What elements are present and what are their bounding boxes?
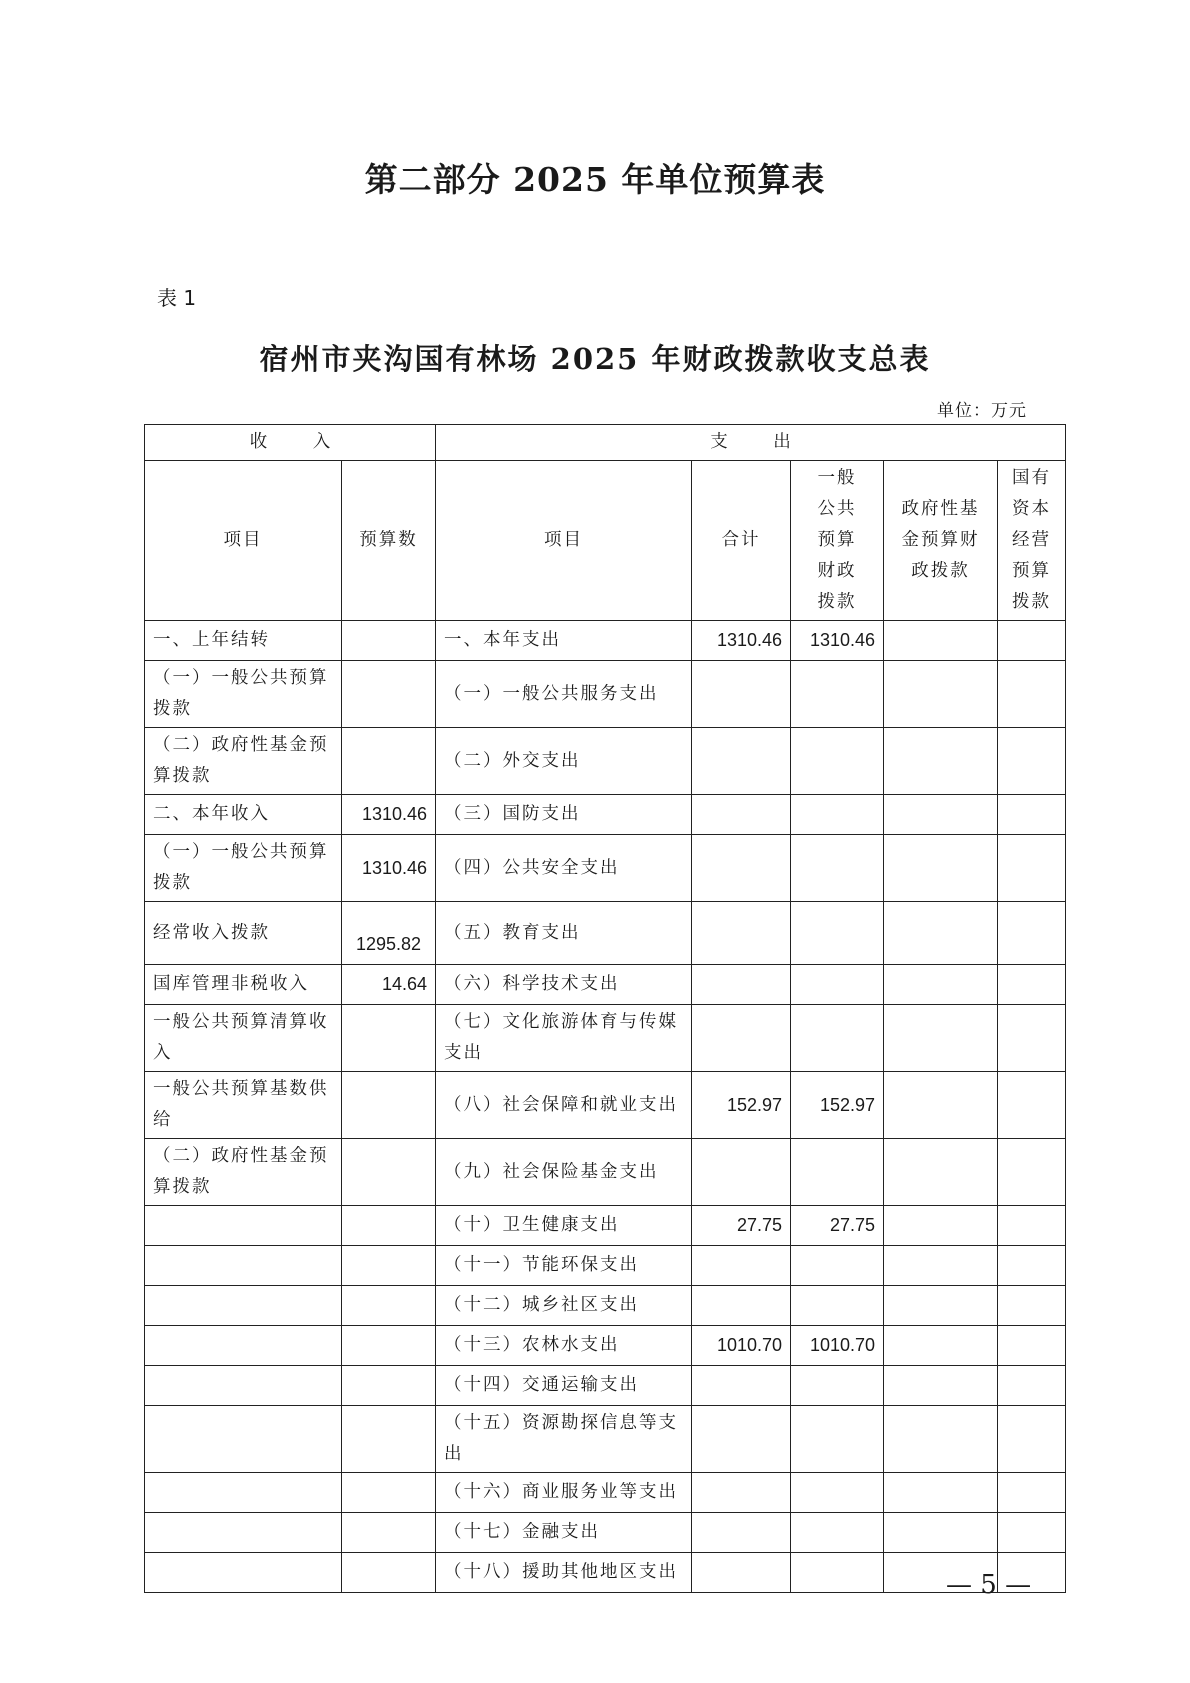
- table-title: 宿州市夹沟国有林场 2025 年财政拨款收支总表: [259, 342, 931, 376]
- table-row: [145, 621, 1066, 661]
- expense-item-cell: （六）科学技术支出: [436, 965, 692, 1005]
- income-item-cell: [145, 1473, 342, 1513]
- expense-general-cell: 27.75: [791, 1206, 884, 1246]
- expense-general-cell: [791, 1473, 884, 1513]
- table-row: [145, 1406, 1066, 1473]
- table-row: [145, 1246, 1066, 1286]
- expense-total-cell: [692, 661, 791, 728]
- expense-item-cell: （十六）商业服务业等支出: [436, 1473, 692, 1513]
- expense-state-capital-cell: [998, 1406, 1066, 1473]
- expense-state-capital-cell: [998, 1513, 1066, 1553]
- expense-total-cell: [692, 1473, 791, 1513]
- income-budget-cell: [342, 1406, 436, 1473]
- expense-item-cell: （三）国防支出: [436, 795, 692, 835]
- unit-label: 单位：万元: [937, 401, 1027, 421]
- table-row: [145, 1286, 1066, 1326]
- expense-item-cell: （十八）援助其他地区支出: [436, 1553, 692, 1593]
- table-row: [145, 1326, 1066, 1366]
- expense-total-cell: [692, 965, 791, 1005]
- expense-item-cell: （四）公共安全支出: [436, 835, 692, 902]
- income-budget-cell: [342, 1206, 436, 1246]
- income-budget-cell: [342, 1326, 436, 1366]
- expense-gov-fund-cell: [884, 902, 998, 965]
- table-row: [145, 661, 1066, 728]
- expense-general-cell: [791, 902, 884, 965]
- expense-general-cell: [791, 1366, 884, 1406]
- income-budget-cell: 1295.82: [342, 902, 436, 965]
- expense-item-cell: （十五）资源勘探信息等支出: [436, 1406, 692, 1473]
- expense-total-cell: [692, 902, 791, 965]
- table-row: [145, 835, 1066, 902]
- expense-item-cell: （七）文化旅游体育与传媒支出: [436, 1005, 692, 1072]
- table-row: [145, 1553, 1066, 1593]
- expense-general-cell: 1310.46: [791, 621, 884, 661]
- expense-general-cell: [791, 1513, 884, 1553]
- expense-state-capital-cell: [998, 1286, 1066, 1326]
- expense-general-cell: [791, 661, 884, 728]
- expense-state-capital-cell: [998, 835, 1066, 902]
- table-row: [145, 1139, 1066, 1206]
- income-item-cell: [145, 1553, 342, 1593]
- expense-total-cell: [692, 835, 791, 902]
- expense-item-cell: （十三）农林水支出: [436, 1326, 692, 1366]
- expense-total-cell: 1010.70: [692, 1326, 791, 1366]
- income-budget-cell: [342, 1139, 436, 1206]
- income-budget-cell: [342, 1473, 436, 1513]
- expense-state-capital-cell: [998, 902, 1066, 965]
- expense-gov-fund-cell: [884, 728, 998, 795]
- header-row-columns: [145, 461, 1066, 621]
- expense-general-cell: [791, 1553, 884, 1593]
- income-budget-cell: 1310.46: [342, 795, 436, 835]
- expense-state-capital-cell: [998, 1072, 1066, 1139]
- expense-general-cell: [791, 1139, 884, 1206]
- income-item-cell: （二）政府性基金预算拨款: [145, 728, 342, 795]
- income-item-cell: 国库管理非税收入: [145, 965, 342, 1005]
- income-item-cell: 一般公共预算基数供给: [145, 1072, 342, 1139]
- expense-total-cell: 152.97: [692, 1072, 791, 1139]
- expense-item-header: 项目: [436, 461, 692, 621]
- expense-item-cell: （十二）城乡社区支出: [436, 1286, 692, 1326]
- income-budget-cell: [342, 1366, 436, 1406]
- expense-total-header: 合计: [692, 461, 791, 621]
- income-item-cell: （一）一般公共预算拨款: [145, 661, 342, 728]
- expense-item-cell: （五）教育支出: [436, 902, 692, 965]
- table-row: [145, 728, 1066, 795]
- table-row: [145, 1513, 1066, 1553]
- expense-state-capital-cell: [998, 795, 1066, 835]
- table-row: [145, 902, 1066, 965]
- income-header: 收 入: [145, 425, 436, 461]
- income-item-cell: [145, 1366, 342, 1406]
- expense-item-cell: （十七）金融支出: [436, 1513, 692, 1553]
- income-item-cell: [145, 1206, 342, 1246]
- expense-gov-fund-cell: [884, 1366, 998, 1406]
- income-item-cell: （二）政府性基金预算拨款: [145, 1139, 342, 1206]
- income-budget-cell: [342, 1286, 436, 1326]
- expense-gov-fund-cell: [884, 1286, 998, 1326]
- expense-state-capital-cell: [998, 728, 1066, 795]
- expense-item-cell: （十四）交通运输支出: [436, 1366, 692, 1406]
- expense-header: 支 出: [436, 425, 1066, 461]
- expense-general-cell: [791, 1406, 884, 1473]
- expense-state-capital-cell: [998, 1366, 1066, 1406]
- expense-state-capital-cell: [998, 1139, 1066, 1206]
- income-budget-header: 预算数: [342, 461, 436, 621]
- expense-gov-fund-header: 政府性基金预算财政拨款: [884, 461, 998, 621]
- expense-gov-fund-cell: [884, 1473, 998, 1513]
- income-budget-cell: 1310.46: [342, 835, 436, 902]
- expense-state-capital-cell: [998, 661, 1066, 728]
- expense-gov-fund-cell: [884, 1072, 998, 1139]
- header-row-groups: [145, 425, 1066, 461]
- expense-gov-fund-cell: [884, 1139, 998, 1206]
- table-row: [145, 1473, 1066, 1513]
- expense-total-cell: [692, 1406, 791, 1473]
- part-title: 第二部分 2025 年单位预算表: [364, 160, 826, 199]
- expense-state-capital-cell: [998, 1326, 1066, 1366]
- expense-general-cell: 1010.70: [791, 1326, 884, 1366]
- expense-gov-fund-cell: [884, 661, 998, 728]
- expense-gov-fund-cell: [884, 1246, 998, 1286]
- expense-state-capital-cell: [998, 1206, 1066, 1246]
- expense-general-cell: [791, 1246, 884, 1286]
- expense-total-cell: [692, 1513, 791, 1553]
- table-row: [145, 1005, 1066, 1072]
- income-budget-cell: [342, 728, 436, 795]
- income-budget-cell: [342, 621, 436, 661]
- income-budget-cell: [342, 1513, 436, 1553]
- expense-general-cell: [791, 795, 884, 835]
- expense-item-cell: （一）一般公共服务支出: [436, 661, 692, 728]
- expense-state-capital-header: 国有资本经营预算拨款: [998, 461, 1066, 621]
- income-item-cell: 经常收入拨款: [145, 902, 342, 965]
- income-item-cell: 一般公共预算清算收入: [145, 1005, 342, 1072]
- expense-total-cell: [692, 1246, 791, 1286]
- expense-gov-fund-cell: [884, 795, 998, 835]
- income-budget-cell: [342, 1072, 436, 1139]
- expense-total-cell: [692, 1139, 791, 1206]
- expense-general-cell: [791, 728, 884, 795]
- expense-state-capital-cell: [998, 965, 1066, 1005]
- expense-general-cell: [791, 835, 884, 902]
- expense-total-cell: [692, 1553, 791, 1593]
- expense-general-cell: [791, 1005, 884, 1072]
- income-item-cell: [145, 1406, 342, 1473]
- page-number: — 5 —: [946, 1570, 1032, 1600]
- expense-state-capital-cell: [998, 1473, 1066, 1513]
- table-row: [145, 1206, 1066, 1246]
- expense-total-cell: [692, 1366, 791, 1406]
- expense-gov-fund-cell: [884, 1206, 998, 1246]
- income-item-cell: [145, 1326, 342, 1366]
- table-row: [145, 1072, 1066, 1139]
- expense-general-header: 一般公共预算财政拨款: [791, 461, 884, 621]
- expense-item-cell: （八）社会保障和就业支出: [436, 1072, 692, 1139]
- expense-general-cell: [791, 965, 884, 1005]
- income-budget-cell: [342, 1246, 436, 1286]
- income-item-cell: 一、上年结转: [145, 621, 342, 661]
- expense-gov-fund-cell: [884, 621, 998, 661]
- income-item-cell: 二、本年收入: [145, 795, 342, 835]
- budget-table: [144, 424, 1066, 1593]
- income-budget-cell: [342, 1553, 436, 1593]
- expense-total-cell: 27.75: [692, 1206, 791, 1246]
- income-budget-cell: [342, 1005, 436, 1072]
- table-number: 表 1: [157, 286, 197, 310]
- table-row: [145, 1366, 1066, 1406]
- expense-item-cell: （九）社会保险基金支出: [436, 1139, 692, 1206]
- expense-total-cell: [692, 1005, 791, 1072]
- income-item-header: 项目: [145, 461, 342, 621]
- expense-item-cell: （十）卫生健康支出: [436, 1206, 692, 1246]
- expense-state-capital-cell: [998, 1005, 1066, 1072]
- expense-gov-fund-cell: [884, 835, 998, 902]
- expense-total-cell: [692, 728, 791, 795]
- income-item-cell: （一）一般公共预算拨款: [145, 835, 342, 902]
- expense-item-cell: （二）外交支出: [436, 728, 692, 795]
- expense-item-cell: （十一）节能环保支出: [436, 1246, 692, 1286]
- income-item-cell: [145, 1246, 342, 1286]
- income-item-cell: [145, 1513, 342, 1553]
- income-budget-cell: [342, 661, 436, 728]
- expense-gov-fund-cell: [884, 1406, 998, 1473]
- expense-state-capital-cell: [998, 1246, 1066, 1286]
- expense-total-cell: [692, 1286, 791, 1326]
- expense-general-cell: [791, 1286, 884, 1326]
- expense-general-cell: 152.97: [791, 1072, 884, 1139]
- expense-total-cell: [692, 795, 791, 835]
- expense-gov-fund-cell: [884, 965, 998, 1005]
- income-budget-cell: 14.64: [342, 965, 436, 1005]
- table-row: [145, 795, 1066, 835]
- expense-gov-fund-cell: [884, 1005, 998, 1072]
- table-row: [145, 965, 1066, 1005]
- income-item-cell: [145, 1286, 342, 1326]
- expense-item-cell: 一、本年支出: [436, 621, 692, 661]
- expense-state-capital-cell: [998, 621, 1066, 661]
- expense-gov-fund-cell: [884, 1326, 998, 1366]
- expense-total-cell: 1310.46: [692, 621, 791, 661]
- expense-gov-fund-cell: [884, 1513, 998, 1553]
